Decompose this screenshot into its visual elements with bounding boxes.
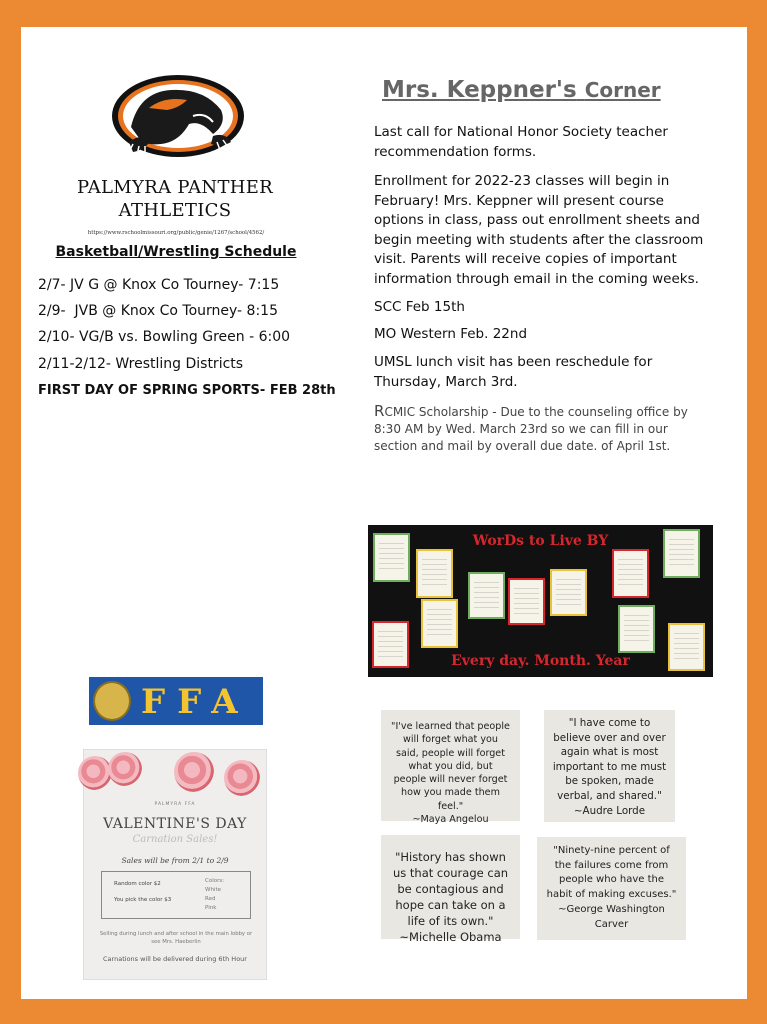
schedule-item: 2/10- VG/B vs. Bowling Green - 6:00 bbox=[38, 329, 291, 345]
ffa-banner bbox=[89, 677, 263, 725]
quote-card bbox=[618, 605, 655, 653]
flyer-title: VALENTINE'S DAY bbox=[103, 816, 247, 832]
valentine-flyer bbox=[83, 749, 267, 980]
ffa-emblem-icon bbox=[93, 681, 131, 721]
nhs-notice: Last call for National Honor Society teacher recommendation forms. bbox=[374, 124, 668, 160]
scholarship-notice: RCMIC Scholarship - Due to the counseling office by 8:30 AM by Wed. March 23rd so we can fill in our section and mail by overall due date. of April 1st. bbox=[374, 402, 688, 453]
newsletter-page bbox=[21, 27, 747, 999]
rose-decoration bbox=[78, 756, 112, 790]
quote-card-angelou: "I've learned that people will forget what you said, people will forget what you did, but people will never forget how you made them feel." ~Maya Angelou bbox=[381, 710, 520, 821]
color-option: Red bbox=[205, 896, 216, 902]
panther-logo bbox=[109, 72, 247, 160]
schedule-item: 2/7- JV G @ Knox Co Tourney- 7:15 bbox=[38, 277, 280, 293]
quote-card-lorde: "I have come to believe over and over again what is most important to me must be spoken, made verbal, and shared." ~Audre Lorde bbox=[544, 710, 675, 822]
flyer-sales-dates: Sales will be from 2/1 to 2/9 bbox=[121, 856, 229, 865]
quote-card bbox=[373, 533, 410, 582]
bulletin-board-photo bbox=[368, 525, 713, 677]
board-title: WorDs to Live BY bbox=[472, 533, 609, 549]
rose-decoration bbox=[174, 752, 214, 792]
spring-sports-notice: FIRST DAY OF SPRING SPORTS- FEB 28th bbox=[38, 383, 336, 398]
quote-card bbox=[508, 578, 545, 625]
quote-card bbox=[663, 529, 700, 578]
quote-card bbox=[612, 549, 649, 598]
quote-card bbox=[421, 599, 458, 648]
rose-decoration bbox=[224, 760, 260, 796]
rose-decoration bbox=[108, 752, 142, 786]
flyer-school: PALMYRA FFA bbox=[154, 802, 196, 807]
flyer-selling-info: Selling during lunch and after school in the main lobby or see Mrs. Haeberlin bbox=[99, 931, 253, 945]
random-price: Random color $2 bbox=[114, 881, 161, 887]
enrollment-notice: Enrollment for 2022-23 classes will begin in February! Mrs. Keppner will present course options in class, pass out enrollment sheets and begin meeting with students after the classroom visit. Parents will receive copies of important information through email in the coming weeks. bbox=[374, 173, 704, 287]
quote-card bbox=[468, 572, 505, 619]
ffa-text: FFA bbox=[141, 682, 250, 722]
flyer-delivery-info: Carnations will be delivered during 6th Hour bbox=[103, 955, 247, 963]
athletics-title: PALMYRA PANTHER ATHLETICS bbox=[76, 177, 274, 221]
quote-card-carver: "Ninety-nine percent of the failures come from people who have the habit of making excuses." ~George Washington Carver bbox=[537, 837, 686, 940]
flyer-subtitle: Carnation Sales! bbox=[132, 834, 218, 845]
colors-label: Colors: bbox=[205, 878, 225, 884]
quote-card bbox=[550, 569, 587, 616]
flyer-price-box bbox=[101, 871, 251, 919]
mo-western-date: MO Western Feb. 22nd bbox=[374, 326, 528, 342]
schedule-item: 2/11-2/12- Wrestling Districts bbox=[38, 356, 244, 372]
scc-date: SCC Feb 15th bbox=[374, 299, 465, 315]
schedule-item: 2/9- JVB @ Knox Co Tourney- 8:15 bbox=[38, 303, 278, 319]
athletics-url-link[interactable]: https://www.rschoolmissouri.org/public/genie/1267/school/4562/ bbox=[87, 230, 265, 236]
schedule-title: Basketball/Wrestling Schedule bbox=[55, 244, 297, 260]
quote-card-obama: "History has shown us that courage can be contagious and hope can take on a life of its own." ~Michelle Obama bbox=[381, 835, 520, 939]
color-option: Pink bbox=[205, 905, 217, 911]
quote-card bbox=[416, 549, 453, 598]
board-footer: Every day. Month. Year bbox=[451, 653, 630, 669]
corner-title: Mrs. Keppner's Corner bbox=[382, 77, 661, 103]
color-option: White bbox=[205, 887, 221, 893]
umsl-notice: UMSL lunch visit has been reschedule for Thursday, March 3rd. bbox=[374, 354, 653, 390]
pick-price: You pick the color $3 bbox=[114, 897, 172, 903]
